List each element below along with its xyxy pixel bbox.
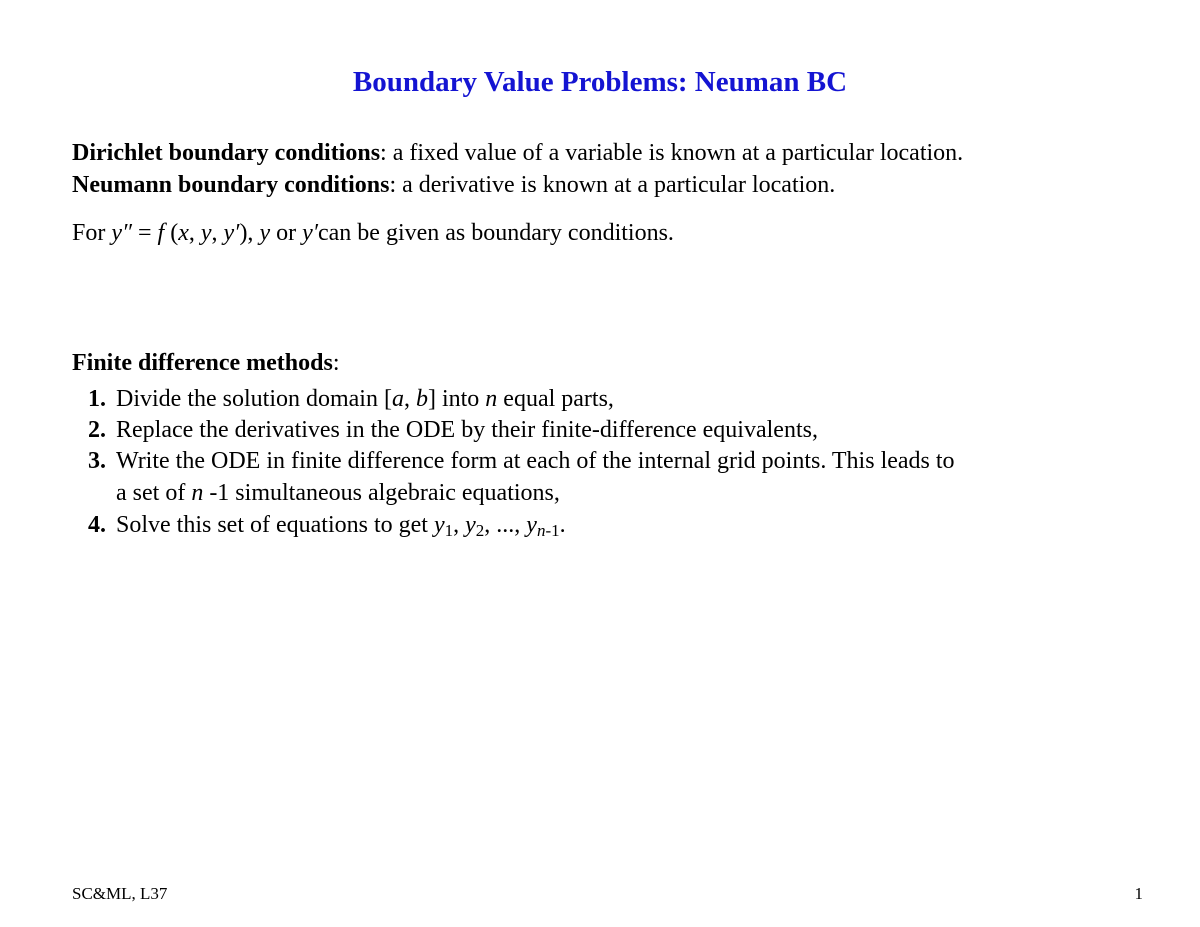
- item1-a: a: [391, 386, 404, 412]
- list-item-continuation: [116, 478, 560, 508]
- item4-y1: y: [433, 512, 445, 538]
- ode-f: f: [157, 220, 165, 246]
- fdm-heading: Finite difference methods: [72, 350, 333, 376]
- ode-statement: [72, 218, 674, 248]
- footer-page-number: 1: [1134, 884, 1143, 903]
- ode-or: or: [270, 220, 303, 246]
- fdm-colon: :: [332, 350, 340, 376]
- list-item: [88, 415, 818, 445]
- item2-text: Replace the derivatives in the ODE by their finite-difference equivalents,: [116, 417, 818, 443]
- dirichlet-term: Dirichlet boundary conditions: [72, 140, 381, 166]
- item1-n: n: [485, 386, 498, 412]
- ode-yp1: y′: [223, 220, 240, 246]
- ode-close: ),: [239, 220, 260, 246]
- ode-comma1: ,: [188, 220, 201, 246]
- item4-end: .: [559, 512, 566, 538]
- ode-comma2: ,: [211, 220, 224, 246]
- ode-eq: =: [132, 220, 158, 246]
- neumann-term: Neumann boundary conditions: [72, 172, 390, 198]
- ode-for: For: [72, 220, 112, 246]
- item4-y2: y: [465, 512, 476, 538]
- item1-comma: ,: [403, 386, 416, 412]
- ode-y2: y: [259, 220, 271, 246]
- item4-subm1: -1: [545, 521, 560, 540]
- item3-cont-post: -1 simultaneous algebraic equations,: [203, 480, 560, 506]
- item1-mid: ] into: [427, 386, 486, 412]
- ode-x: x: [178, 220, 189, 246]
- list-item-number: 4.: [88, 512, 106, 538]
- list-item: [88, 510, 566, 546]
- dirichlet-text: : a fixed value of a variable is known at a particular location.: [380, 140, 964, 166]
- ode-tail: can be given as boundary conditions.: [318, 220, 674, 246]
- item1-pre: Divide the solution domain [: [116, 386, 392, 412]
- item4-sub2: 2: [475, 521, 485, 540]
- item3-cont-n: n: [191, 480, 204, 506]
- neumann-text: : a derivative is known at a particular location.: [389, 172, 836, 198]
- list-item-number: 2.: [88, 417, 106, 443]
- list-item: [88, 446, 955, 476]
- item3-cont-pre: a set of: [116, 480, 192, 506]
- item1-post: equal parts,: [497, 386, 614, 412]
- item1-b: b: [415, 386, 428, 412]
- item4-subn: n: [536, 521, 546, 540]
- list-item-number: 1.: [88, 386, 106, 412]
- footer-course-label: SC&ML, L37: [72, 884, 168, 903]
- list-item: [88, 384, 614, 414]
- ode-yp2: y′: [302, 220, 318, 246]
- item4-sub1: 1: [444, 521, 454, 540]
- ode-ypp: y″: [111, 220, 132, 246]
- ode-open: (: [164, 220, 179, 246]
- page-title: Boundary Value Problems: Neuman BC: [352, 66, 848, 98]
- item4-c1: ,: [453, 512, 466, 538]
- item4-c2: , ...,: [484, 512, 527, 538]
- dirichlet-definition: [72, 138, 963, 168]
- item4-yn: y: [526, 512, 537, 538]
- ode-y1: y: [200, 220, 212, 246]
- list-item-number: 3.: [88, 448, 106, 474]
- item4-pre: Solve this set of equations to get: [116, 512, 434, 538]
- fdm-heading-line: [72, 348, 340, 378]
- neumann-definition: [72, 170, 835, 200]
- item3-text: Write the ODE in finite difference form at each of the internal grid points. This leads to: [116, 448, 955, 474]
